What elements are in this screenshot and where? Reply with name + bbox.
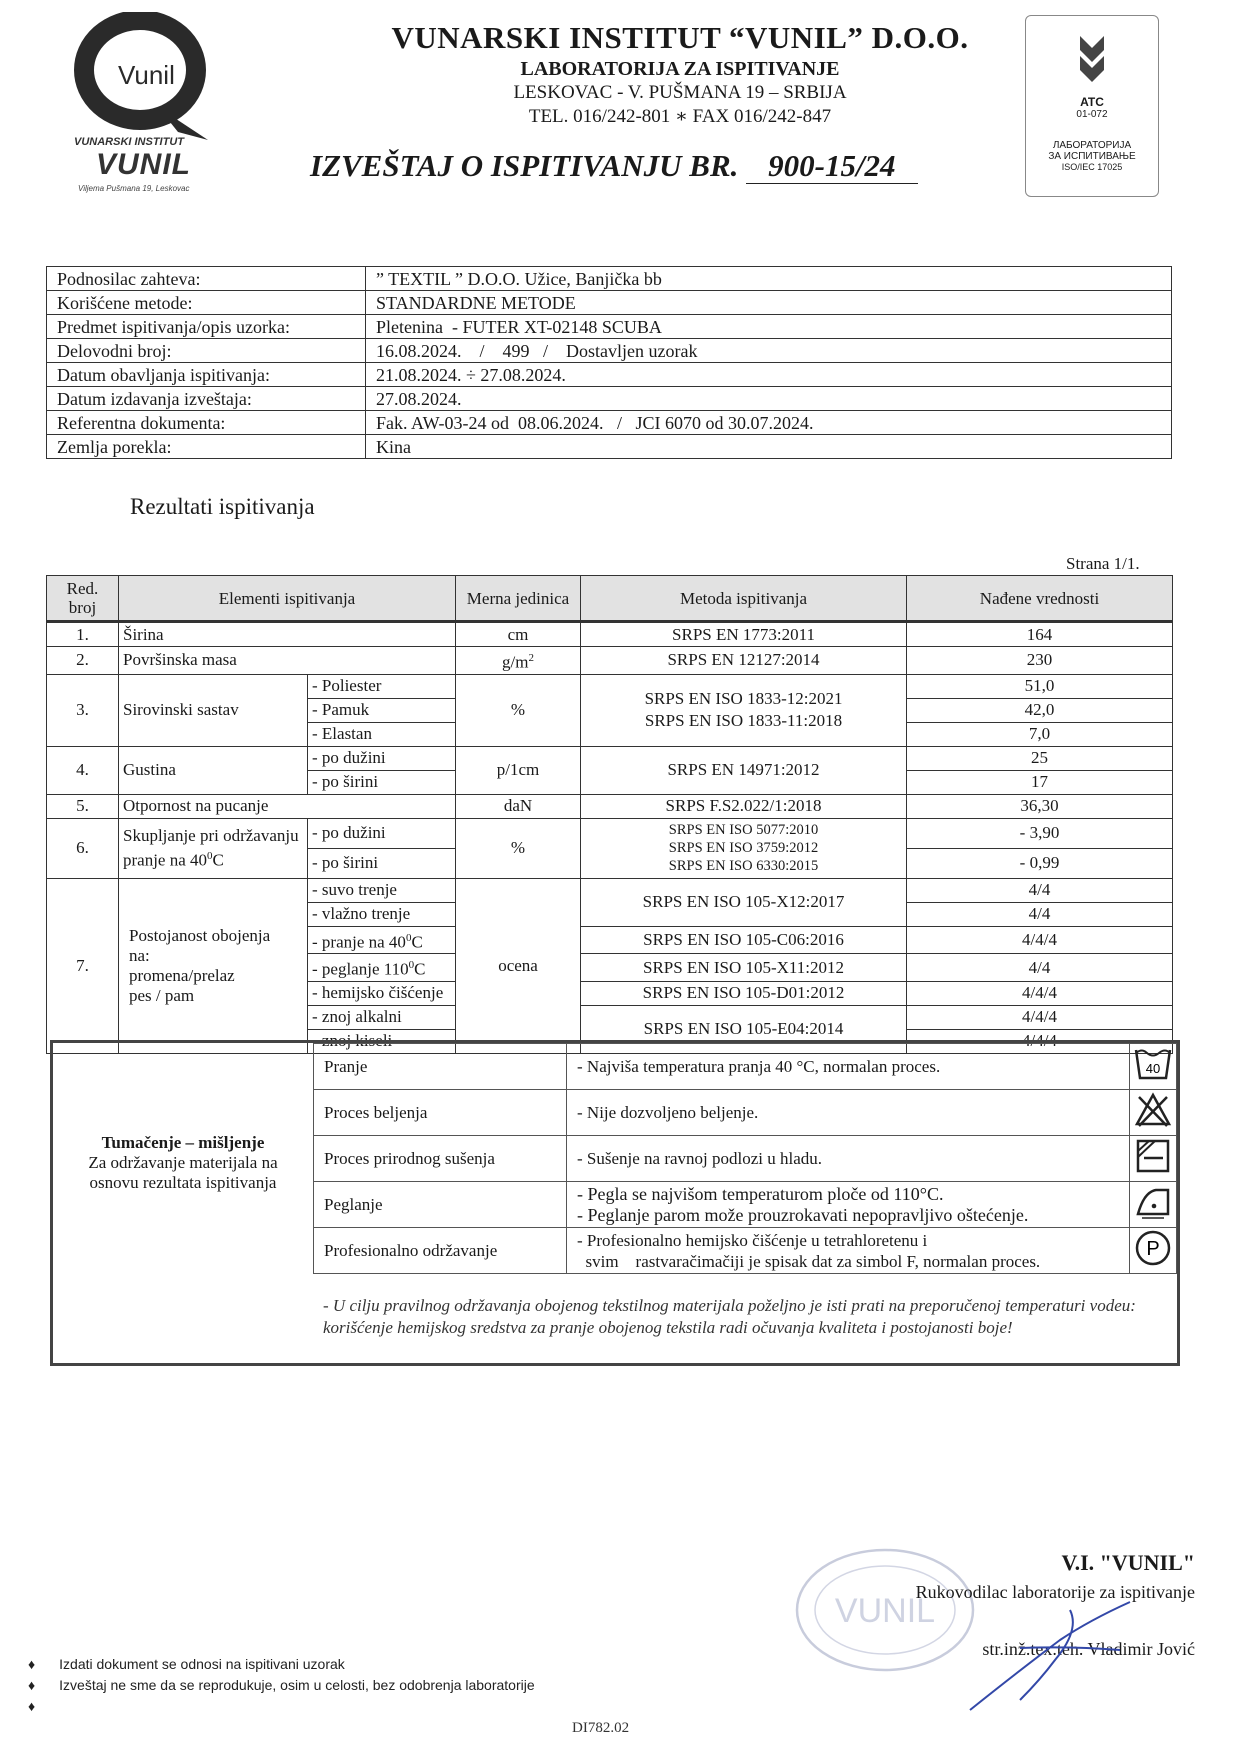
row-subelement: - po dužini xyxy=(308,818,456,848)
row-no: 7. xyxy=(47,878,119,1053)
row-no: 1. xyxy=(47,622,119,647)
row-subelement: - vlažno trenje xyxy=(308,902,456,926)
atc-line2: ЗА ИСПИТИВАЊЕ xyxy=(1048,151,1136,162)
care-line: - Profesionalno hemijsko čišćenje u tetrahloretenu i xyxy=(577,1230,928,1250)
results-header-row xyxy=(47,576,1173,622)
row-method: SRPS EN 1773:2011 xyxy=(581,622,907,647)
row-method: SRPS F.S2.022/1:2018 xyxy=(581,794,907,818)
interpretation-label xyxy=(53,1043,313,1283)
row-method xyxy=(581,818,907,878)
care-process: Proces beljenja xyxy=(314,1090,567,1136)
care-symbol xyxy=(1130,1228,1177,1274)
bullet-icon: ♦ xyxy=(28,1698,36,1714)
org-phone: TEL. 016/242-801 ∗ FAX 016/242-847 xyxy=(528,106,832,127)
row-element xyxy=(119,818,308,878)
row-subelement: - znoj alkalni xyxy=(308,1005,456,1029)
handwritten-signature-icon xyxy=(960,1590,1170,1720)
care-row xyxy=(314,1090,1177,1136)
row-unit xyxy=(456,647,581,675)
method-line: SRPS EN ISO 1833-11:2018 xyxy=(644,711,843,731)
row-method: SRPS EN ISO 105-D01:2012 xyxy=(581,981,907,1005)
row-no: 2. xyxy=(47,647,119,675)
row-subelement xyxy=(308,954,456,982)
signature-role: Rukovodilac laboratorije za ispitivanje xyxy=(915,1582,1195,1602)
signature-name: str.inž.tex.teh. Vladimir Jović xyxy=(982,1639,1195,1659)
element-line: pes / pam xyxy=(129,985,195,1005)
row-value: 7,0 xyxy=(907,722,1173,746)
row-element: Otpornost na pucanje xyxy=(119,794,456,818)
sub-text: C xyxy=(411,932,423,952)
table-row xyxy=(47,794,1173,818)
info-row xyxy=(47,339,1172,363)
header-no: Red. broj xyxy=(47,576,119,622)
care-row xyxy=(314,1136,1177,1182)
info-label: Referentna dokumenta: xyxy=(47,411,366,435)
table-row xyxy=(47,647,1173,675)
row-value: 17 xyxy=(907,770,1173,794)
interpretation-line: Za održavanje materijala na xyxy=(88,1153,278,1172)
row-method: SRPS EN 12127:2014 xyxy=(581,647,907,675)
table-row xyxy=(47,818,1173,848)
header-elements: Elementi ispitivanja xyxy=(119,576,456,622)
care-process: Peglanje xyxy=(314,1182,567,1228)
atc-line3: ISO/IEC 17025 xyxy=(1061,162,1123,172)
row-unit: cm xyxy=(456,622,581,647)
info-label: Predmet ispitivanja/opis uzorka: xyxy=(47,315,366,339)
info-row xyxy=(47,387,1172,411)
element-text: C xyxy=(212,850,224,870)
header-method: Metoda ispitivanja xyxy=(581,576,907,622)
footer-item xyxy=(28,1656,535,1672)
row-element: Sirovinski sastav xyxy=(119,674,308,746)
care-description: - Nije dozvoljeno beljenje. xyxy=(567,1090,1130,1136)
care-description: - Sušenje na ravnoj podlozi u hladu. xyxy=(567,1136,1130,1182)
dry-flat-shade-icon xyxy=(1135,1138,1171,1174)
report-number: 900-15/24 xyxy=(746,148,917,184)
row-subelement: - po širini xyxy=(308,770,456,794)
dry-clean-letter: P xyxy=(1146,1238,1160,1260)
organization-block xyxy=(300,20,1060,128)
element-text: pranje na 40 xyxy=(123,850,208,870)
care-description: - Najviša temperatura pranja 40 °C, normalan proces. xyxy=(567,1044,1130,1090)
row-unit: % xyxy=(456,818,581,878)
element-line xyxy=(123,846,303,871)
row-subelement: - znoj kiseli xyxy=(308,1029,456,1053)
method-line: SRPS EN ISO 3759:2012 xyxy=(668,840,819,857)
wash-40-icon xyxy=(1134,1047,1172,1081)
interpretation-box xyxy=(50,1040,1180,1366)
accreditation-badge xyxy=(1025,15,1159,197)
row-no: 3. xyxy=(47,674,119,746)
row-subelement: - hemijsko čišćenje xyxy=(308,981,456,1005)
page-number: Strana 1/1. xyxy=(1066,554,1140,573)
stamp-text: VUNIL xyxy=(834,1592,936,1630)
care-row xyxy=(314,1228,1177,1274)
info-row xyxy=(47,435,1172,459)
care-symbol xyxy=(1130,1182,1177,1228)
row-subelement: - suvo trenje xyxy=(308,878,456,902)
degree-sup: 0 xyxy=(408,959,415,972)
atc-code: 01-072 xyxy=(1076,109,1108,120)
care-line: svim rastvaračimačiji je spisak dat za simbol F, normalan proces. xyxy=(577,1251,1041,1271)
care-row xyxy=(314,1044,1177,1090)
info-value: STANDARDNE METODE xyxy=(366,291,1172,315)
info-value: Fak. AW-03-24 od 08.06.2024. / JCI 6070 od 30.07.2024. xyxy=(366,411,1172,435)
info-row xyxy=(47,267,1172,291)
row-value: 164 xyxy=(907,622,1173,647)
row-value: 4/4/4 xyxy=(907,1029,1173,1053)
row-subelement: - po dužini xyxy=(308,746,456,770)
info-label: Datum obavljanja ispitivanja: xyxy=(47,363,366,387)
info-value: Pletenina - FUTER XT-02148 SCUBA xyxy=(366,315,1172,339)
table-row xyxy=(47,622,1173,647)
info-value: Kina xyxy=(366,435,1172,459)
method-line: SRPS EN ISO 6330:2015 xyxy=(668,858,819,875)
row-method: SRPS EN ISO 105-X12:2017 xyxy=(581,878,907,926)
row-element xyxy=(119,878,308,1053)
info-value: ” TEXTIL ” D.O.O. Užice, Banjička bb xyxy=(366,267,1172,291)
interpretation-title: Tumačenje – mišljenje xyxy=(101,1133,265,1152)
footer-item xyxy=(28,1677,535,1693)
row-subelement xyxy=(308,926,456,954)
atc-logo-icon xyxy=(1062,30,1122,90)
footer-item xyxy=(28,1698,535,1714)
row-subelement: - Poliester xyxy=(308,674,456,698)
sub-text: - peglanje 110 xyxy=(312,959,409,979)
unit-text: g/m xyxy=(502,652,529,672)
info-value: 16.08.2024. / 499 / Dostavljen uzorak xyxy=(366,339,1172,363)
row-method: SRPS EN ISO 105-E04:2014 xyxy=(581,1005,907,1053)
atc-label: ATC xyxy=(1080,95,1104,109)
info-label: Datum izdavanja izveštaja: xyxy=(47,387,366,411)
org-address: LESKOVAC - V. PUŠMANA 19 – SRBIJA xyxy=(513,82,847,103)
row-value: 4/4 xyxy=(907,954,1173,982)
degree-sup: 0 xyxy=(207,849,213,862)
care-symbol xyxy=(1130,1044,1177,1090)
info-row xyxy=(47,315,1172,339)
row-no: 6. xyxy=(47,818,119,878)
unit-sup: 2 xyxy=(528,652,534,664)
row-element: Širina xyxy=(119,622,456,647)
info-row xyxy=(47,411,1172,435)
header-unit: Merna jedinica xyxy=(456,576,581,622)
footer-notes xyxy=(28,1656,535,1714)
footer-note: Izdati dokument se odnosi na ispitivani uzorak xyxy=(59,1656,345,1672)
report-title xyxy=(310,148,918,184)
bullet-icon: ♦ xyxy=(28,1677,36,1693)
info-row xyxy=(47,363,1172,387)
row-method xyxy=(581,674,907,746)
row-value: 4/4/4 xyxy=(907,1005,1173,1029)
row-value: - 0,99 xyxy=(907,848,1173,878)
care-process: Profesionalno održavanje xyxy=(314,1228,567,1274)
row-element: Gustina xyxy=(119,746,308,794)
care-symbol xyxy=(1130,1090,1177,1136)
sub-text: C xyxy=(414,959,426,979)
svg-text:Vunil: Vunil xyxy=(118,60,175,90)
element-line: Postojanost obojenja xyxy=(129,925,271,945)
care-instructions-table xyxy=(313,1043,1177,1274)
row-value: 4/4 xyxy=(907,902,1173,926)
row-value: 230 xyxy=(907,647,1173,675)
care-process: Proces prirodnog sušenja xyxy=(314,1136,567,1182)
lab-name: LABORATORIJA ZA ISPITIVANJE xyxy=(520,58,840,80)
row-method: SRPS EN 14971:2012 xyxy=(581,746,907,794)
element-line: Skupljanje pri održavanju xyxy=(123,825,299,845)
wash-temp: 40 xyxy=(1145,1061,1161,1076)
org-name: VUNARSKI INSTITUT “VUNIL” D.O.O. xyxy=(391,20,969,55)
row-element: Površinska masa xyxy=(119,647,456,675)
element-line: na: xyxy=(129,945,150,965)
table-row xyxy=(47,746,1173,770)
row-value: 4/4 xyxy=(907,878,1173,902)
sub-text: - pranje na 40 xyxy=(312,932,406,952)
row-value: 36,30 xyxy=(907,794,1173,818)
info-value: 21.08.2024. ÷ 27.08.2024. xyxy=(366,363,1172,387)
iron-low-icon xyxy=(1134,1184,1172,1220)
row-unit: % xyxy=(456,674,581,746)
care-note: - U cilju pravilnog održavanja obojenog tekstilnog materijala poželjno je isti prati na preporučenoj temperaturi vodeu: korišćenje hemijskog sredstva za pranje obojenog tekstila radi očuvanja kvaliteta i postojanosti boje! xyxy=(323,1296,1136,1337)
care-line: - Pegla se najvišom temperaturom ploče od 110°C. xyxy=(577,1183,944,1204)
row-value: - 3,90 xyxy=(907,818,1173,848)
logo-caption: Viljema Pušmana 19, Leskovac xyxy=(78,184,190,193)
method-line: SRPS EN ISO 1833-12:2021 xyxy=(644,689,843,709)
header-value: Nađene vrednosti xyxy=(907,576,1173,622)
care-description xyxy=(567,1228,1130,1274)
row-no: 5. xyxy=(47,794,119,818)
method-line: SRPS EN ISO 5077:2010 xyxy=(668,822,819,839)
request-info-table xyxy=(46,266,1172,459)
degree-sup: 0 xyxy=(405,931,412,944)
info-label: Korišćene metode: xyxy=(47,291,366,315)
logo-text: VUNARSKI INSTITUT xyxy=(74,136,184,148)
results-table xyxy=(46,575,1173,1054)
bullet-icon: ♦ xyxy=(28,1656,36,1672)
document-code: DI782.02 xyxy=(572,1720,630,1736)
atc-line1: ЛАБОРАТОРИЈА xyxy=(1052,140,1132,151)
care-line: - Peglanje parom može prouzrokavati nepopravljivo oštećenje. xyxy=(577,1204,1029,1225)
care-symbol xyxy=(1130,1136,1177,1182)
row-value: 4/4/4 xyxy=(907,926,1173,954)
row-subelement: - po širini xyxy=(308,848,456,878)
institute-logo xyxy=(58,12,223,202)
footer-note: Izveštaj ne sme da se reprodukuje, osim u celosti, bez odobrenja laboratorije xyxy=(59,1677,535,1693)
care-row xyxy=(314,1182,1177,1228)
info-row xyxy=(47,291,1172,315)
row-value: 4/4/4 xyxy=(907,981,1173,1005)
row-subelement: - Elastan xyxy=(308,722,456,746)
info-label: Zemlja porekla: xyxy=(47,435,366,459)
row-unit: daN xyxy=(456,794,581,818)
table-row xyxy=(47,878,1173,902)
row-subelement: - Pamuk xyxy=(308,698,456,722)
info-label: Delovodni broj: xyxy=(47,339,366,363)
row-value: 42,0 xyxy=(907,698,1173,722)
care-process: Pranje xyxy=(314,1044,567,1090)
report-prefix: IZVEŠTAJ O ISPITIVANJU BR. xyxy=(310,148,739,183)
no-bleach-icon xyxy=(1134,1092,1172,1128)
info-value: 27.08.2024. xyxy=(366,387,1172,411)
row-unit: p/1cm xyxy=(456,746,581,794)
row-unit: ocena xyxy=(456,878,581,1053)
row-value: 25 xyxy=(907,746,1173,770)
info-label: Podnosilac zahteva: xyxy=(47,267,366,291)
dry-clean-p-icon xyxy=(1134,1229,1172,1267)
table-row xyxy=(47,674,1173,698)
logo-brand: VUNIL xyxy=(96,148,191,181)
row-no: 4. xyxy=(47,746,119,794)
row-method: SRPS EN ISO 105-X11:2012 xyxy=(581,954,907,982)
row-method: SRPS EN ISO 105-C06:2016 xyxy=(581,926,907,954)
row-value: 51,0 xyxy=(907,674,1173,698)
interpretation-line: osnovu rezultata ispitivanja xyxy=(89,1173,277,1192)
results-title: Rezultati ispitivanja xyxy=(130,494,315,519)
signature-org: V.I. "VUNIL" xyxy=(1061,1550,1195,1575)
element-line: promena/prelaz xyxy=(129,965,235,985)
care-description xyxy=(567,1182,1130,1228)
